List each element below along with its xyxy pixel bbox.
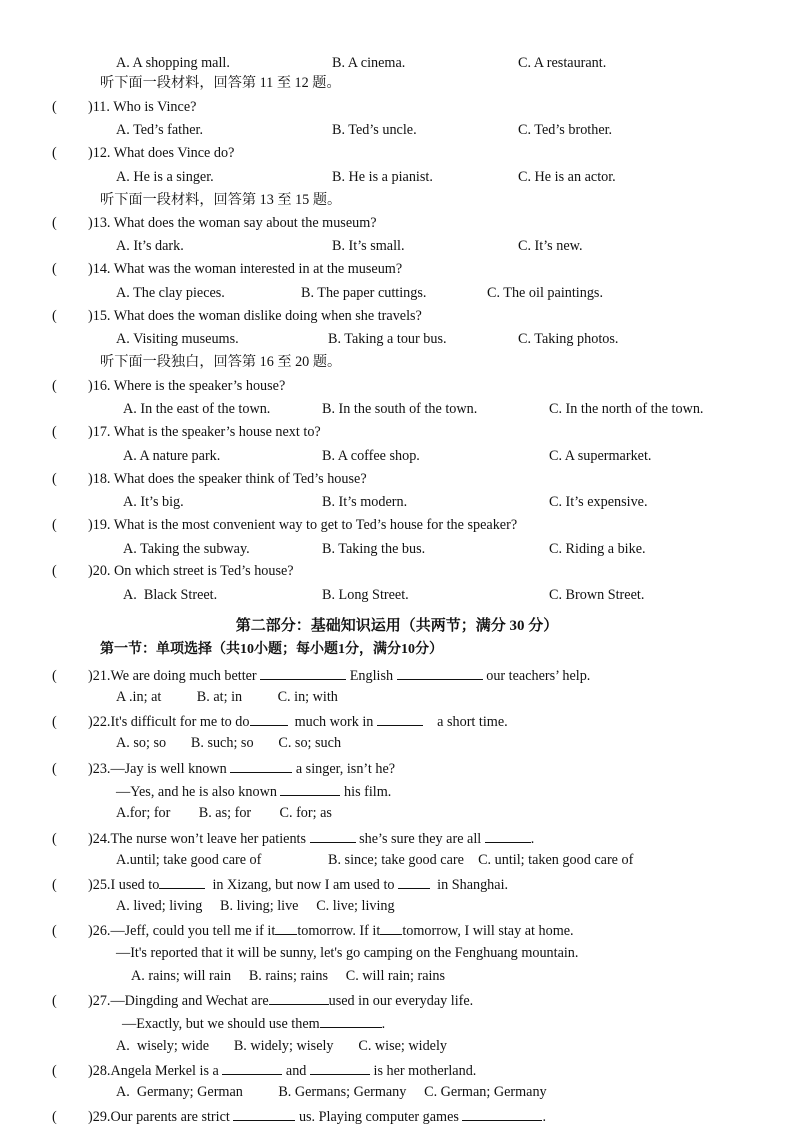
answer-blank: [280, 781, 340, 796]
question-text: It's difficult for me to do: [110, 714, 250, 730]
answer-paren: (: [52, 517, 57, 533]
option-c: C. Ted’s brother.: [518, 122, 613, 138]
answer-blank: [269, 990, 329, 1005]
question-text: )19. What is the most convenient way to get to Ted’s house for the speaker?: [88, 517, 518, 533]
question-number: )22.: [88, 714, 111, 730]
instruction: 听下面一段材料，回答第 13 至 15 题。: [100, 192, 342, 208]
option-a: A. A shopping mall.: [116, 55, 230, 71]
answer-paren: (: [52, 923, 57, 939]
answer-paren: (: [52, 877, 57, 893]
option-c: C. A supermarket.: [549, 448, 652, 464]
answer-paren: (: [52, 714, 57, 730]
option-b: B. Taking a tour bus.: [328, 331, 447, 347]
answer-blank: [485, 828, 531, 843]
question-text: )15. What does the woman dislike doing when she travels?: [88, 308, 422, 324]
question-text: .: [530, 831, 535, 847]
options: B. since; take good care C. until; taken good care of: [328, 852, 634, 868]
question-14: [52, 260, 402, 278]
answer-paren: (: [52, 563, 57, 579]
question-number: )21.: [88, 668, 111, 684]
question-text: Our parents are strict: [110, 1109, 230, 1125]
question-16: [52, 377, 285, 395]
options: A .in; at B. at; in C. in; with: [116, 689, 338, 705]
answer-paren: (: [52, 1063, 57, 1079]
question-23: [52, 758, 395, 778]
question-text: —Yes, and he is also known: [116, 784, 277, 800]
question-text: a short time.: [437, 714, 508, 730]
answer-blank: [250, 711, 288, 726]
answer-blank: [377, 711, 423, 726]
option-b: B. It’s modern.: [322, 494, 408, 510]
options: A. lived; living B. living; live C. live; living: [116, 898, 395, 914]
question-11: [52, 98, 196, 116]
answer-paren: (: [52, 261, 57, 277]
question-text: The nurse won’t leave her patients: [110, 831, 307, 847]
question-text: )13. What does the woman say about the museum?: [88, 215, 377, 231]
options: A. so; so B. such; so C. so; such: [116, 735, 342, 751]
answer-blank: [462, 1106, 542, 1121]
answer-paren: (: [52, 378, 57, 394]
answer-blank: [320, 1013, 382, 1028]
option-c: C. It’s expensive.: [549, 494, 648, 510]
question-number: )27.: [88, 993, 111, 1009]
answer-paren: (: [52, 215, 57, 231]
question-24: [52, 828, 534, 848]
question-text: )17. What is the speaker’s house next to?: [88, 424, 321, 440]
question-text: We are doing much better: [110, 668, 257, 684]
option-c: C. Brown Street.: [549, 587, 645, 603]
options: A.until; take good care of: [116, 852, 262, 868]
option-b: B. A coffee shop.: [322, 448, 420, 464]
option-a: A. In the east of the town.: [123, 401, 271, 417]
question-text: used in our everyday life.: [328, 993, 474, 1009]
answer-paren: (: [52, 99, 57, 115]
answer-paren: (: [52, 145, 57, 161]
question-text: us. Playing computer games: [298, 1109, 459, 1125]
option-a: A. Ted’s father.: [116, 122, 203, 138]
option-a: A. It’s dark.: [116, 238, 184, 254]
answer-paren: (: [52, 471, 57, 487]
answer-blank: [230, 758, 292, 773]
answer-blank: [260, 665, 346, 680]
question-text: )14. What was the woman interested in at the museum?: [88, 261, 403, 277]
question-23-line2: [116, 781, 391, 801]
question-number: )24.: [88, 831, 111, 847]
instruction: 听下面一段材料，回答第 11 至 12 题。: [100, 75, 341, 91]
question-text: )20. On which street is Ted’s house?: [88, 563, 294, 579]
question-26-line2: —It's reported that it will be sunny, let's go camping on the Fenghuang mountain.: [116, 945, 579, 961]
option-c: C. The oil paintings.: [487, 285, 603, 301]
answer-blank: [159, 874, 205, 889]
question-28: [52, 1060, 476, 1080]
question-20: [52, 562, 294, 580]
question-15: [52, 307, 422, 325]
question-text: a singer, isn’t he?: [295, 761, 396, 777]
option-c: C. In the north of the town.: [549, 401, 704, 417]
option-b: B. In the south of the town.: [322, 401, 478, 417]
answer-paren: (: [52, 1109, 57, 1125]
question-text: —Jay is well known: [110, 761, 227, 777]
question-text: )18. What does the speaker think of Ted’s house?: [88, 471, 367, 487]
question-text: much work in: [294, 714, 374, 730]
question-18: [52, 470, 367, 488]
option-c: C. A restaurant.: [518, 55, 607, 71]
question-text: English: [349, 668, 394, 684]
answer-blank: [398, 874, 430, 889]
question-19: [52, 516, 517, 534]
option-b: B. It’s small.: [332, 238, 405, 254]
question-number: )28.: [88, 1063, 111, 1079]
question-text: )11. Who is Vince?: [88, 99, 197, 115]
option-c: C. Riding a bike.: [549, 541, 646, 557]
question-number: )23.: [88, 761, 111, 777]
option-a: A. He is a singer.: [116, 169, 214, 185]
question-text: in Shanghai.: [437, 877, 509, 893]
option-c: C. Taking photos.: [518, 331, 619, 347]
question-21: [52, 665, 590, 685]
section-title: 第一节：单项选择（共10小题；每小题1分，满分10分）: [100, 642, 443, 657]
answer-blank: [397, 665, 483, 680]
question-27: [52, 990, 473, 1010]
question-text: his film.: [344, 784, 392, 800]
question-text: )16. Where is the speaker’s house?: [88, 378, 286, 394]
option-b: B. The paper cuttings.: [301, 285, 427, 301]
answer-paren: (: [52, 424, 57, 440]
option-a: A. Taking the subway.: [123, 541, 250, 557]
question-number: )29.: [88, 1109, 111, 1125]
option-a: A. Visiting museums.: [116, 331, 239, 347]
answer-blank: [233, 1106, 295, 1121]
question-text: —Dingding and Wechat are: [110, 993, 269, 1009]
question-text: .: [542, 1109, 547, 1125]
question-text: —Jeff, could you tell me if it: [110, 923, 276, 939]
option-b: B. He is a pianist.: [332, 169, 433, 185]
question-text: she’s sure they are all: [359, 831, 482, 847]
answer-paren: (: [52, 761, 57, 777]
option-b: B. Ted’s uncle.: [332, 122, 417, 138]
answer-paren: (: [52, 668, 57, 684]
answer-blank: [380, 920, 402, 935]
question-text: Angela Merkel is a: [110, 1063, 219, 1079]
question-12: [52, 144, 234, 162]
answer-blank: [310, 1060, 370, 1075]
answer-blank: [310, 828, 356, 843]
question-text: and: [285, 1063, 307, 1079]
question-29: [52, 1106, 546, 1126]
option-c: C. He is an actor.: [518, 169, 616, 185]
question-26: [52, 920, 574, 940]
question-text: our teachers’ help.: [486, 668, 591, 684]
options: A. Germany; German B. Germans; Germany C. German; Germany: [116, 1084, 547, 1100]
question-text: in Xizang, but now I am used to: [212, 877, 395, 893]
question-number: )25.: [88, 877, 111, 893]
question-text: tomorrow. If it: [297, 923, 381, 939]
answer-blank: [222, 1060, 282, 1075]
question-text: —Exactly, but we should use them: [122, 1016, 320, 1032]
answer-paren: (: [52, 831, 57, 847]
question-text: .: [381, 1016, 386, 1032]
options: A. rains; will rain B. rains; rains C. will rain; rains: [131, 968, 446, 984]
option-b: B. A cinema.: [332, 55, 406, 71]
answer-blank: [275, 920, 297, 935]
question-17: [52, 423, 321, 441]
options: A.for; for B. as; for C. for; as: [116, 805, 332, 821]
question-text: is her motherland.: [373, 1063, 477, 1079]
option-c: C. It’s new.: [518, 238, 583, 254]
option-a: A. The clay pieces.: [116, 285, 225, 301]
options: A. wisely; wide B. widely; wisely C. wise; widely: [116, 1038, 448, 1054]
option-b: B. Long Street.: [322, 587, 409, 603]
question-22: [52, 711, 508, 731]
question-number: )26.: [88, 923, 111, 939]
question-13: [52, 214, 377, 232]
part-title: 第二部分：基础知识运用（共两节；满分 30 分）: [235, 618, 559, 634]
answer-paren: (: [52, 308, 57, 324]
option-a: A. Black Street.: [123, 587, 218, 603]
question-text: tomorrow, I will stay at home.: [402, 923, 574, 939]
question-25: [52, 874, 508, 894]
question-text: I used to: [110, 877, 160, 893]
option-a: A. A nature park.: [123, 448, 221, 464]
instruction: 听下面一段独白，回答第 16 至 20 题。: [100, 354, 342, 370]
answer-paren: (: [52, 993, 57, 1009]
question-27-line2: [122, 1013, 385, 1033]
option-a: A. It’s big.: [123, 494, 184, 510]
question-text: )12. What does Vince do?: [88, 145, 235, 161]
option-b: B. Taking the bus.: [322, 541, 426, 557]
